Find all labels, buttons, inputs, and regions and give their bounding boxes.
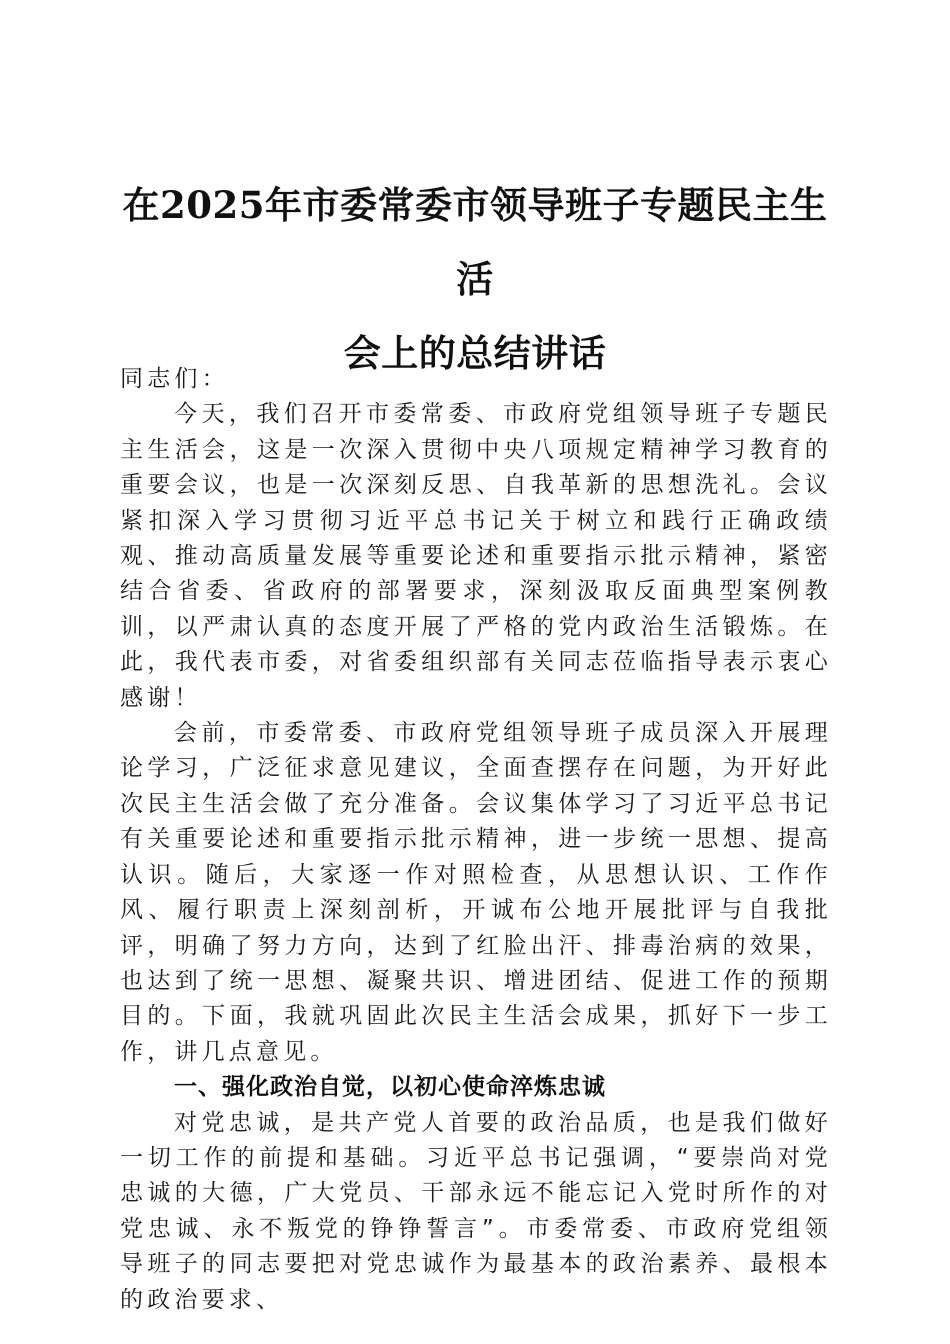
title-line-1: 在2025年市委常委市领导班子专题民主生活	[122, 183, 828, 301]
title-line-2: 会上的总结讲话	[343, 331, 607, 375]
salutation: 同志们：	[120, 366, 229, 392]
paragraph-opening: 今天，我们召开市委常委、市政府党组领导班子专题民主生活会，这是一次深入贯彻中央八项规定精神学习教育的重要会议，也是一次深刻反思、自我革新的思想洗礼。会议紧扣深入学习贯彻习近平总书记关于树立和践行正确政绩观、推动高质量发展等重要论述和重要指示批示精神，紧密结合省委、省政府的部署要求，深刻汲取反面典型案例教训，以严肃认真的态度开展了严格的党内政治生活锻炼。在此，我代表市委，对省委组织部有关同志莅临指导表示衷心感谢！	[120, 401, 832, 711]
section-heading: 一、强化政治自觉，以初心使命淬炼忠诚	[174, 1074, 607, 1101]
document-title	[110, 168, 840, 390]
paragraph-preparation: 会前，市委常委、市政府党组领导班子成员深入开展理论学习，广泛征求意见建议，全面查摆存在问题，为开好此次民主生活会做了充分准备。会议集体学习了习近平总书记有关重要论述和重要指示批示精神，进一步统一思想、提高认识。随后，大家逐一作对照检查，从思想认识、工作作风、履行职责上深刻剖析，开诚布公地开展批评与自我批评，明确了努力方向，达到了红脸出汗、排毒治病的效果，也达到了统一思想、凝聚共识、增进团结、促进工作的预期目的。下面，我就巩固此次民主生活会成果，抓好下一步工作，讲几点意见。	[120, 720, 832, 1065]
section-paragraph: 对党忠诚，是共产党人首要的政治品质，也是我们做好一切工作的前提和基础。习近平总书记强调，“要崇尚对党忠诚的大德，广大党员、干部永远不能忘记入党时所作的对党忠诚、永不叛党的铮铮誓言”。市委常委、市政府党组领导班子的同志要把对党忠诚作为最基本的政治素养、最根本的政治要求、	[120, 1109, 832, 1313]
document-body	[120, 362, 832, 1318]
